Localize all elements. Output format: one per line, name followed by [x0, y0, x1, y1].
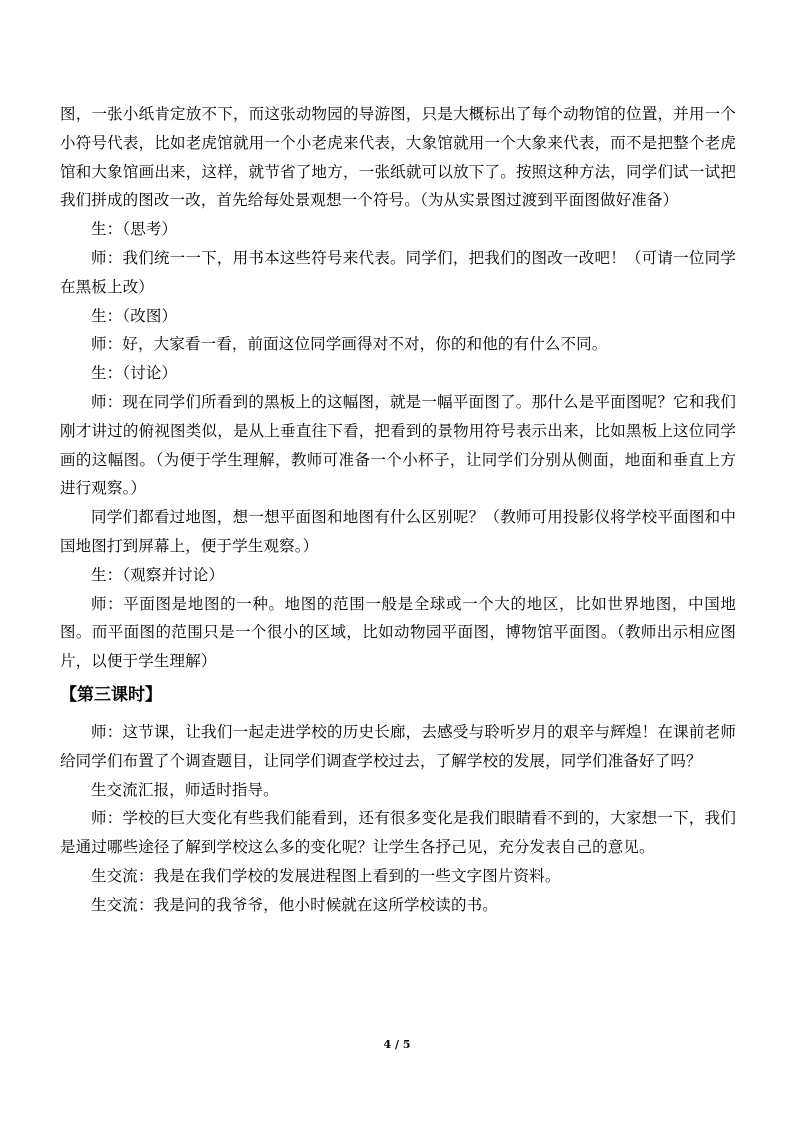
paragraph: 师：现在同学们所看到的黑板上的这幅图，就是一幅平面图了。那什么是平面图呢？它和我们刚才讲过的俯视图类似，是从上垂直往下看，把看到的景物用符号表示出来，比如黑板上这位同学画的这幅图。（为便于学生理解，教师可准备一个小杯子，让同学们分别从侧面，地面和垂直上方进行观察。） — [60, 392, 736, 498]
paragraph: 图，一张小纸肯定放不下，而这张动物园的导游图，只是大概标出了每个动物馆的位置，并用一个小符号代表，比如老虎馆就用一个小老虎来代表，大象馆就用一个大象来代表，而不是把整个老虎馆和大象馆画出来，这样，就节省了地方，一张纸就可以放下了。按照这种方法，同学们试一试把我们拼成的图改一改，首先给每处景观想一个符号。（为从实景图过渡到平面图做好准备） — [60, 105, 736, 210]
paragraph: 师：好，大家看一看，前面这位同学画得对不对，你的和他的有什么不同。 — [91, 335, 608, 354]
paragraph: 生：（思考） — [91, 220, 178, 239]
paragraph: 生：（讨论） — [91, 364, 178, 383]
paragraph: 生：（观察并讨论） — [91, 565, 225, 584]
page-number: 4 / 5 — [383, 1038, 411, 1051]
document-body — [60, 100, 736, 920]
paragraph: 生：（改图） — [91, 306, 178, 325]
paragraph: 生交流：我是问的我爷爷，他小时候就在这所学校读的书。 — [91, 895, 498, 914]
paragraph: 师：平面图是地图的一种。地图的范围一般是全球或一个大的地区，比如世界地图，中国地图。而平面图的范围只是一个很小的区域，比如动物园平面图，博物馆平面图。（教师出示相应图片，以便于学生理解） — [60, 594, 736, 671]
paragraph: 同学们都看过地图，想一想平面图和地图有什么区别呢？（教师可用投影仪将学校平面图和中国地图打到屏幕上，便于学生观察。） — [60, 508, 736, 555]
section-heading: 【第三课时】 — [60, 684, 162, 705]
paragraph: 师：这节课，让我们一起走进学校的历史长廊，去感受与聆听岁月的艰辛与辉煌！在课前老师给同学们布置了个调查题目，让同学们调查学校过去，了解学校的发展，同学们准备好了吗？ — [60, 722, 736, 770]
paragraph: 师：学校的巨大变化有些我们能看到，还有很多变化是我们眼睛看不到的，大家想一下，我们是通过哪些途径了解到学校这么多的变化呢？让学生各抒己见，充分发表自己的意见。 — [60, 809, 736, 857]
paragraph: 生交流：我是在我们学校的发展进程图上看到的一些文字图片资料。 — [91, 866, 561, 885]
paragraph: 生交流汇报，师适时指导。 — [91, 780, 279, 799]
paragraph: 师：我们统一一下，用书本这些符号来代表。同学们，把我们的图改一改吧！（可请一位同学在黑板上改） — [60, 248, 736, 296]
